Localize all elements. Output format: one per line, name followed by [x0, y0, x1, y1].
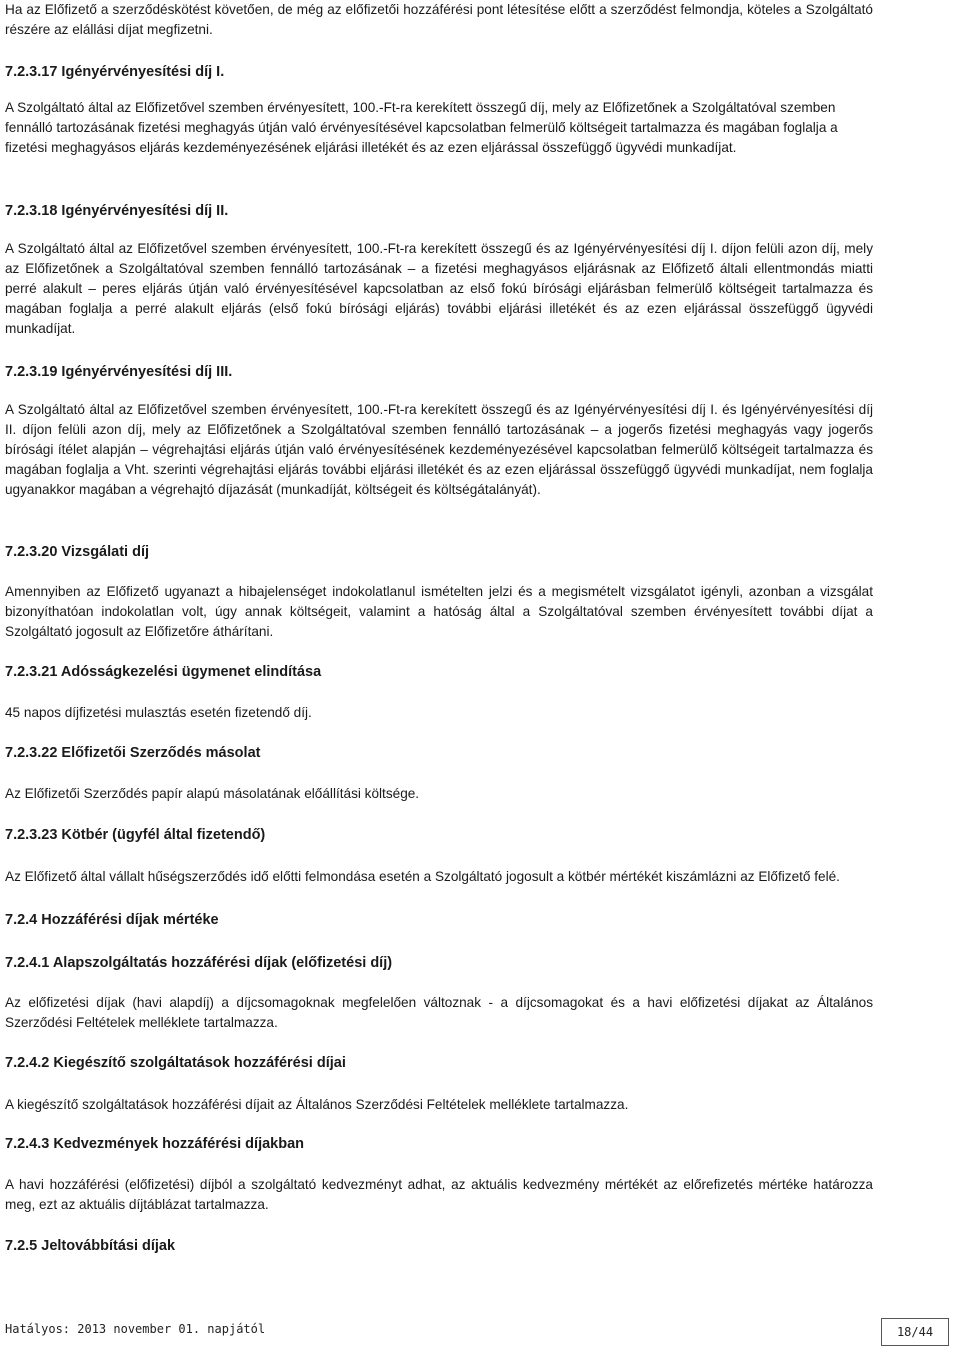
paragraph-7-2-4-1: Az előfizetési díjak (havi alapdíj) a díjcsomagoknak megfelelően változnak - a díjcsomagokat és a havi előfizetési díjakat az Általános Szerződési Feltételek melléklete tartalmazza.	[5, 995, 873, 1030]
paragraph-7-2-4-2: A kiegészítő szolgáltatások hozzáférési díjait az Általános Szerződési Feltételek melléklete tartalmazza.	[5, 1097, 629, 1112]
heading-7-2-4-2: 7.2.4.2 Kiegészítő szolgáltatások hozzáférési díjai	[5, 1055, 346, 1071]
heading-7-2-3-18: 7.2.3.18 Igényérvényesítési díj II.	[5, 203, 229, 219]
heading-7-2-3-20: 7.2.3.20 Vizsgálati díj	[5, 544, 150, 560]
heading-7-2-4-3: 7.2.4.3 Kedvezmények hozzáférési díjakban	[5, 1136, 304, 1152]
paragraph-7-2-3-22: Az Előfizetői Szerződés papír alapú másolatának előállítási költsége.	[5, 786, 420, 801]
heading-7-2-3-17: 7.2.3.17 Igényérvényesítési díj I.	[5, 64, 225, 80]
paragraph-7-2-3-21: 45 napos díjfizetési mulasztás esetén fizetendő díj.	[5, 705, 312, 720]
heading-7-2-4-1: 7.2.4.1 Alapszolgáltatás hozzáférési díjak (előfizetési díj)	[5, 955, 393, 971]
paragraph-7-2-4-3: A havi hozzáférési (előfizetési) díjból a szolgáltató kedvezményt adhat, az aktuális kedvezmény mértékét az előrefizetés mértéke határozza meg, ezt az aktuális díjtáblázat tartalmazza.	[5, 1177, 873, 1212]
heading-7-2-5: 7.2.5 Jeltovábbítási díjak	[5, 1238, 176, 1254]
paragraph-7-2-3-20: Amennyiben az Előfizető ugyanazt a hibajelenséget indokolatlanul ismételten jelzi és a megismételt vizsgálatot igényli, azonban a vizsgálat bizonyíthatóan indokolatlan volt, úgy annak költségeit, valamint a hatóság által a Szolgáltatóval szemben érvényesített további díjat a Szolgáltató jogosult az Előfizetőre áthárítani.	[5, 584, 873, 639]
heading-7-2-3-19: 7.2.3.19 Igényérvényesítési díj III.	[5, 364, 233, 380]
paragraph-7-2-3-19: A Szolgáltató által az Előfizetővel szemben érvényesített, 100.-Ft-ra kerekített összegű és az Igényérvényesítési díj I. és Igényérvényesítési díj II. díjon felüli azon díj, mely az Előfizetőnek a Szolgáltatóval szemben fennálló tartozásának – a jogerős fizetési meghagyás vagy jogerős bírósági ítélet alapján – végrehajtási eljárás útján való érvényesítésének kezdeményezésével kapcsolatban felmerülő költségeit tartalmazza és magában foglalja a Vht. szerinti végrehajtási eljárás további eljárási illetékét és az ezen eljárással összefüggő ügyvédi munkadíjat, nem foglalja ugyanakkor magában a végrehajtó díjazását (munkadíját, költségeit és költségátalányát).	[5, 402, 873, 497]
page-number: 18/44	[896, 1325, 934, 1339]
heading-7-2-3-22: 7.2.3.22 Előfizetői Szerződés másolat	[5, 745, 261, 761]
heading-7-2-3-23: 7.2.3.23 Kötbér (ügyfél által fizetendő)	[5, 827, 266, 843]
paragraph-7-2-3-23: Az Előfizető által vállalt hűségszerződés idő előtti felmondása esetén a Szolgáltató jogosult a kötbér mértékét kiszámlázni az Előfizető felé.	[5, 869, 840, 884]
paragraph-7-2-3-17: A Szolgáltató által az Előfizetővel szemben érvényesített, 100.-Ft-ra kerekített összegű díj, mely az Előfizetőnek a Szolgáltatóval szemben fennálló tartozásának fizetési meghagyás útján való érvényesítésével kapcsolatban felmerülő költségeit tartalmazza és magában foglalja a fizetési meghagyásos eljárás kezdeményezésének eljárási illetékét és az ezen eljárással összefüggő ügyvédi munkadíjat.	[5, 100, 838, 155]
heading-7-2-3-21: 7.2.3.21 Adósságkezelési ügymenet elindítása	[5, 664, 322, 680]
page-number-box	[881, 1318, 949, 1346]
heading-7-2-4: 7.2.4 Hozzáférési díjak mértéke	[5, 912, 219, 928]
intro-paragraph: Ha az Előfizető a szerződéskötést követően, de még az előfizetői hozzáférési pont létesítése előtt a szerződést felmondja, köteles a Szolgáltató részére az elállási díjat megfizetni.	[5, 2, 873, 37]
footer-effective-date: Hatályos: 2013 november 01. napjától	[5, 1322, 266, 1336]
paragraph-7-2-3-18: A Szolgáltató által az Előfizetővel szemben érvényesített, 100.-Ft-ra kerekített összegű és az Igényérvényesítési díj I. díjon felüli azon díj, mely az Előfizetőnek a Szolgáltatóval szemben fennálló tartozásának – a fizetési meghagyásos eljárásnak az Előfizető általi ellentmondás miatti perré alakult – peres eljárás útján való érvényesítésével kapcsolatban az első fokú bírósági eljárásban felmerülő költségeit tartalmazza és magában foglalja a perré alakult eljárás (első fokú bírósági eljárás) további eljárási illetékét és az ezen eljárással összefüggő ügyvédi munkadíjat.	[5, 241, 873, 336]
